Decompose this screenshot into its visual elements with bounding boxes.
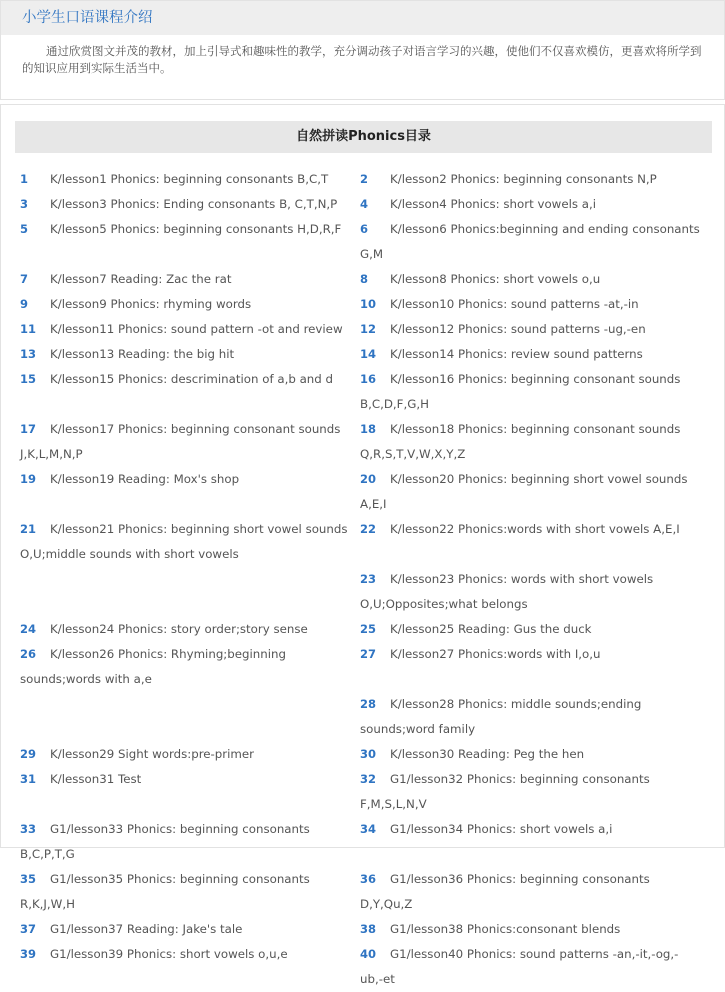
lesson-row (20, 267, 700, 292)
lesson-number: 22 (360, 522, 377, 536)
lesson-number: 12 (360, 322, 377, 336)
lesson-item[interactable] (360, 567, 700, 617)
lesson-title: K/lesson28 Phonics: middle sounds;ending sounds;word family (360, 697, 642, 736)
lesson-item[interactable] (20, 167, 360, 192)
lesson-title: G1/lesson34 Phonics: short vowels a,i (390, 822, 613, 836)
lesson-row (20, 817, 700, 867)
lesson-title: K/lesson5 Phonics: beginning consonants H,D,R,F (50, 222, 342, 236)
lesson-item[interactable] (360, 292, 700, 317)
lesson-row (20, 342, 700, 367)
lesson-item[interactable] (360, 167, 700, 192)
course-intro-title: 小学生口语课程介绍 (1, 1, 724, 35)
lesson-title: K/lesson29 Sight words:pre-primer (50, 747, 255, 761)
lesson-title: K/lesson17 Phonics: beginning consonant sounds J,K,L,M,N,P (20, 422, 341, 461)
lesson-number: 6 (360, 222, 369, 236)
lesson-title: K/lesson3 Phonics: Ending consonants B, C,T,N,P (50, 197, 338, 211)
lesson-item[interactable] (360, 917, 700, 942)
lesson-title: G1/lesson33 Phonics: beginning consonants B,C,P,T,G (20, 822, 310, 861)
lesson-item[interactable] (20, 467, 360, 517)
lesson-row (20, 292, 700, 317)
lesson-item[interactable] (20, 217, 360, 267)
phonics-catalog-panel (0, 104, 725, 986)
lesson-number: 16 (360, 372, 377, 386)
lesson-item[interactable] (360, 867, 700, 917)
lesson-title: G1/lesson32 Phonics: beginning consonants F,M,S,L,N,V (360, 772, 650, 811)
lesson-item[interactable] (20, 767, 360, 817)
lesson-item[interactable] (20, 917, 360, 942)
lesson-number: 1 (20, 172, 29, 186)
lesson-number: 25 (360, 622, 377, 636)
lesson-number: 21 (20, 522, 37, 536)
lesson-row (20, 942, 700, 992)
lesson-title: K/lesson1 Phonics: beginning consonants B,C,T (50, 172, 329, 186)
lesson-row (20, 917, 700, 942)
lesson-title: K/lesson10 Phonics: sound patterns -at,-in (390, 297, 639, 311)
lesson-item[interactable] (20, 367, 360, 417)
lesson-title: K/lesson23 Phonics: words with short vowels O,U;Opposites;what belongs (360, 572, 654, 611)
lesson-item[interactable] (360, 217, 700, 267)
lesson-item[interactable] (360, 367, 700, 417)
lesson-item[interactable] (20, 517, 360, 567)
lesson-number: 32 (360, 772, 377, 786)
lesson-list (20, 167, 700, 992)
lesson-title: G1/lesson38 Phonics:consonant blends (390, 922, 621, 936)
lesson-number: 40 (360, 947, 377, 961)
lesson-row (20, 517, 700, 567)
lesson-row (20, 867, 700, 917)
lesson-row (20, 417, 700, 467)
lesson-row (20, 167, 700, 192)
lesson-row (20, 742, 700, 767)
lesson-item[interactable] (20, 417, 360, 467)
lesson-title: K/lesson18 Phonics: beginning consonant sounds Q,R,S,T,V,W,X,Y,Z (360, 422, 681, 461)
lesson-item[interactable] (20, 942, 360, 992)
lesson-title: K/lesson15 Phonics: descrimination of a,b and d (50, 372, 334, 386)
lesson-row (20, 567, 700, 617)
lesson-number: 19 (20, 472, 37, 486)
lesson-number: 14 (360, 347, 377, 361)
lesson-title: G1/lesson40 Phonics: sound patterns -an,-it,-og,-ub,-et (360, 947, 679, 986)
lesson-title: G1/lesson36 Phonics: beginning consonants D,Y,Qu,Z (360, 872, 650, 911)
course-intro-text: 通过欣赏图文并茂的教材，加上引导式和趣味性的教学，充分调动孩子对语言学习的兴趣，使他们不仅喜欢模仿，更喜欢将所学到的知识应用到实际生活当中。 (22, 44, 702, 75)
lesson-title: K/lesson20 Phonics: beginning short vowel sounds A,E,I (360, 472, 688, 511)
lesson-number: 9 (20, 297, 29, 311)
lesson-number: 38 (360, 922, 377, 936)
lesson-row (20, 217, 700, 267)
lesson-item[interactable] (360, 267, 700, 292)
lesson-title: K/lesson8 Phonics: short vowels o,u (390, 272, 601, 286)
lesson-item[interactable] (360, 942, 700, 992)
lesson-number: 33 (20, 822, 37, 836)
lesson-item[interactable] (360, 517, 700, 567)
lesson-number: 27 (360, 647, 377, 661)
lesson-number: 28 (360, 697, 377, 711)
lesson-row (20, 467, 700, 517)
lesson-row (20, 642, 700, 692)
lesson-number: 5 (20, 222, 29, 236)
lesson-title: K/lesson24 Phonics: story order;story sense (50, 622, 308, 636)
lesson-title: K/lesson31 Test (50, 772, 142, 786)
lesson-title: K/lesson13 Reading: the big hit (50, 347, 235, 361)
lesson-title: K/lesson11 Phonics: sound pattern -ot and review (50, 322, 343, 336)
lesson-title: G1/lesson39 Phonics: short vowels o,u,e (50, 947, 288, 961)
lesson-number: 20 (360, 472, 377, 486)
lesson-title: K/lesson2 Phonics: beginning consonants N,P (390, 172, 657, 186)
lesson-number: 2 (360, 172, 369, 186)
lesson-number: 36 (360, 872, 377, 886)
lesson-item[interactable] (20, 617, 360, 642)
lesson-number: 23 (360, 572, 377, 586)
lesson-number: 29 (20, 747, 37, 761)
lesson-title: K/lesson27 Phonics:words with I,o,u (390, 647, 601, 661)
lesson-number: 30 (360, 747, 377, 761)
lesson-number: 34 (360, 822, 377, 836)
lesson-item[interactable] (360, 617, 700, 642)
lesson-item[interactable] (360, 642, 700, 692)
lesson-number: 8 (360, 272, 369, 286)
course-intro-panel (0, 0, 725, 100)
lesson-item[interactable] (20, 867, 360, 917)
lesson-item[interactable] (20, 292, 360, 317)
lesson-row (20, 192, 700, 217)
lesson-number: 24 (20, 622, 37, 636)
lesson-title: K/lesson26 Phonics: Rhyming;beginning sounds;words with a,e (20, 647, 286, 686)
lesson-title: K/lesson22 Phonics:words with short vowels A,E,I (390, 522, 680, 536)
lesson-title: K/lesson4 Phonics: short vowels a,i (390, 197, 597, 211)
lesson-item[interactable] (360, 417, 700, 467)
lesson-title: K/lesson25 Reading: Gus the duck (390, 622, 592, 636)
lesson-item[interactable] (20, 317, 360, 342)
lesson-row (20, 617, 700, 642)
lesson-number: 35 (20, 872, 37, 886)
lesson-item[interactable] (360, 767, 700, 817)
lesson-title: K/lesson7 Reading: Zac the rat (50, 272, 232, 286)
lesson-item (20, 567, 360, 617)
lesson-number: 31 (20, 772, 37, 786)
lesson-row (20, 317, 700, 342)
lesson-item[interactable] (360, 692, 700, 742)
lesson-item[interactable] (20, 742, 360, 767)
lesson-number: 17 (20, 422, 37, 436)
lesson-item[interactable] (360, 742, 700, 767)
lesson-number: 15 (20, 372, 37, 386)
lesson-title: G1/lesson37 Reading: Jake's tale (50, 922, 243, 936)
lesson-number: 37 (20, 922, 37, 936)
lesson-title: K/lesson16 Phonics: beginning consonant sounds B,C,D,F,G,H (360, 372, 681, 411)
catalog-title: 自然拼读Phonics目录 (15, 121, 712, 153)
lesson-number: 18 (360, 422, 377, 436)
lesson-title: K/lesson14 Phonics: review sound patterns (390, 347, 643, 361)
lesson-number: 4 (360, 197, 369, 211)
lesson-item (20, 692, 360, 742)
lesson-title: K/lesson12 Phonics: sound patterns -ug,-en (390, 322, 646, 336)
lesson-item[interactable] (20, 817, 360, 867)
lesson-number: 7 (20, 272, 29, 286)
lesson-item[interactable] (360, 192, 700, 217)
lesson-item[interactable] (360, 342, 700, 367)
lesson-item[interactable] (20, 642, 360, 692)
lesson-title: G1/lesson35 Phonics: beginning consonants R,K,J,W,H (20, 872, 310, 911)
lesson-title: K/lesson30 Reading: Peg the hen (390, 747, 585, 761)
lesson-item[interactable] (360, 467, 700, 517)
lesson-number: 39 (20, 947, 37, 961)
lesson-number: 3 (20, 197, 29, 211)
lesson-item[interactable] (20, 192, 360, 217)
lesson-number: 26 (20, 647, 37, 661)
lesson-row (20, 692, 700, 742)
lesson-title: K/lesson19 Reading: Mox's shop (50, 472, 240, 486)
lesson-number: 10 (360, 297, 377, 311)
lesson-item[interactable] (20, 267, 360, 292)
lesson-row (20, 767, 700, 817)
lesson-item[interactable] (360, 817, 700, 867)
lesson-row (20, 367, 700, 417)
lesson-item[interactable] (20, 342, 360, 367)
lesson-number: 13 (20, 347, 37, 361)
lesson-item[interactable] (360, 317, 700, 342)
lesson-title: K/lesson9 Phonics: rhyming words (50, 297, 252, 311)
lesson-number: 11 (20, 322, 37, 336)
lesson-title: K/lesson6 Phonics:beginning and ending consonants G,M (360, 222, 700, 261)
lesson-title: K/lesson21 Phonics: beginning short vowel sounds O,U;middle sounds with short vowels (20, 522, 348, 561)
